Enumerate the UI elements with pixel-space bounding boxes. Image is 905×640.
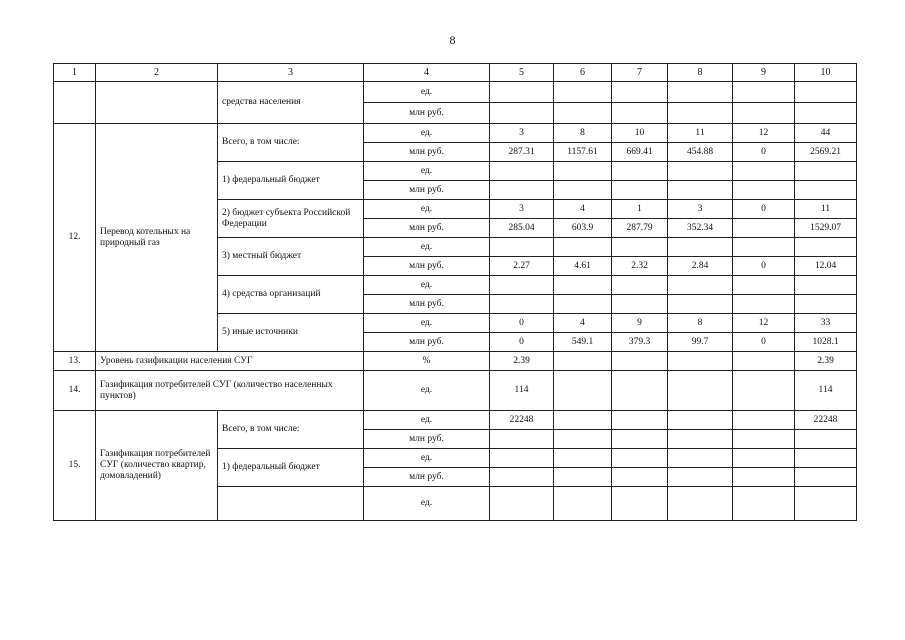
unit-cell: ед. xyxy=(364,371,490,411)
value-cell xyxy=(733,219,795,238)
value-cell: 0 xyxy=(490,333,554,352)
value-cell xyxy=(554,430,612,449)
value-cell xyxy=(554,411,612,430)
value-cell: 33 xyxy=(795,314,857,333)
unit-cell: ед. xyxy=(364,162,490,181)
value-cell xyxy=(612,295,668,314)
value-cell: 99.7 xyxy=(668,333,733,352)
value-cell xyxy=(668,181,733,200)
value-cell: 1028.1 xyxy=(795,333,857,352)
column-header: 1 xyxy=(54,64,96,82)
funding-source-label: 4) средства организаций xyxy=(218,276,364,314)
value-cell xyxy=(490,295,554,314)
column-header: 3 xyxy=(218,64,364,82)
value-cell: 2.32 xyxy=(612,257,668,276)
value-cell: 11 xyxy=(668,124,733,143)
unit-cell: млн руб. xyxy=(364,430,490,449)
value-cell xyxy=(795,162,857,181)
value-cell: 0 xyxy=(733,257,795,276)
value-cell xyxy=(668,352,733,371)
row-15-group xyxy=(54,411,857,521)
row-number: 12. xyxy=(54,124,96,352)
gasification-table xyxy=(53,63,857,521)
value-cell xyxy=(733,238,795,257)
value-cell xyxy=(733,352,795,371)
unit-cell: ед. xyxy=(364,238,490,257)
table-row xyxy=(54,411,857,430)
column-header: 9 xyxy=(733,64,795,82)
value-cell xyxy=(554,162,612,181)
funding-source-label: 2) бюджет субъекта Российской Федерации xyxy=(218,200,364,238)
unit-cell: ед. xyxy=(364,200,490,219)
column-header: 6 xyxy=(554,64,612,82)
value-cell xyxy=(668,430,733,449)
value-cell xyxy=(612,487,668,521)
unit-cell: млн руб. xyxy=(364,181,490,200)
value-cell xyxy=(795,181,857,200)
unit-cell: млн руб. xyxy=(364,468,490,487)
value-cell xyxy=(612,352,668,371)
value-cell: 454.88 xyxy=(668,143,733,162)
value-cell xyxy=(612,411,668,430)
unit-cell: млн руб. xyxy=(364,257,490,276)
value-cell xyxy=(554,449,612,468)
value-cell xyxy=(668,162,733,181)
value-cell xyxy=(733,181,795,200)
table-row xyxy=(54,371,857,411)
funding-source-label: 1) федеральный бюджет xyxy=(218,162,364,200)
table-row xyxy=(54,124,857,143)
funding-source-label: 1) федеральный бюджет xyxy=(218,449,364,487)
value-cell: 12 xyxy=(733,314,795,333)
funding-source-label: средства населения xyxy=(218,82,364,124)
value-cell xyxy=(490,181,554,200)
value-cell: 3 xyxy=(490,200,554,219)
value-cell: 0 xyxy=(733,200,795,219)
value-cell xyxy=(733,411,795,430)
value-cell xyxy=(490,238,554,257)
row-number: 14. xyxy=(54,371,96,411)
value-cell: 12 xyxy=(733,124,795,143)
value-cell: 352.34 xyxy=(668,219,733,238)
value-cell: 4.61 xyxy=(554,257,612,276)
value-cell xyxy=(554,276,612,295)
value-cell xyxy=(612,276,668,295)
value-cell xyxy=(554,352,612,371)
value-cell xyxy=(490,449,554,468)
value-cell: 3 xyxy=(668,200,733,219)
value-cell xyxy=(668,238,733,257)
funding-source-label: 5) иные источники xyxy=(218,314,364,352)
value-cell xyxy=(612,468,668,487)
value-cell xyxy=(733,487,795,521)
unit-cell: млн руб. xyxy=(364,333,490,352)
column-header: 4 xyxy=(364,64,490,82)
value-cell xyxy=(733,295,795,314)
unit-cell: ед. xyxy=(364,411,490,430)
value-cell: 287.79 xyxy=(612,219,668,238)
value-cell xyxy=(554,487,612,521)
value-cell xyxy=(733,371,795,411)
value-cell xyxy=(795,430,857,449)
value-cell xyxy=(554,371,612,411)
value-cell xyxy=(612,430,668,449)
value-cell: 9 xyxy=(612,314,668,333)
header-row xyxy=(54,64,857,82)
value-cell xyxy=(612,181,668,200)
value-cell: 4 xyxy=(554,200,612,219)
value-cell xyxy=(612,371,668,411)
value-cell: 11 xyxy=(795,200,857,219)
value-cell xyxy=(795,487,857,521)
value-cell xyxy=(612,162,668,181)
value-cell xyxy=(668,371,733,411)
value-cell xyxy=(554,468,612,487)
value-cell: 2.27 xyxy=(490,257,554,276)
unit-cell: млн руб. xyxy=(364,295,490,314)
value-cell xyxy=(554,238,612,257)
value-cell xyxy=(554,295,612,314)
value-cell xyxy=(612,449,668,468)
value-cell: 287.31 xyxy=(490,143,554,162)
table-row xyxy=(54,82,857,103)
value-cell xyxy=(554,181,612,200)
value-cell: 22248 xyxy=(795,411,857,430)
value-cell xyxy=(490,487,554,521)
value-cell: 8 xyxy=(554,124,612,143)
column-header: 2 xyxy=(96,64,218,82)
indicator-name: Газификация потребителей СУГ (количество населенных пунктов) xyxy=(96,371,364,411)
value-cell: 1 xyxy=(612,200,668,219)
unit-cell: млн руб. xyxy=(364,143,490,162)
funding-source-label: Всего, в том числе: xyxy=(218,411,364,449)
value-cell xyxy=(668,276,733,295)
unit-cell: ед. xyxy=(364,487,490,521)
value-cell xyxy=(795,276,857,295)
value-cell xyxy=(733,468,795,487)
row-number: 13. xyxy=(54,352,96,371)
value-cell: 0 xyxy=(733,143,795,162)
value-cell xyxy=(795,449,857,468)
value-cell xyxy=(668,295,733,314)
value-cell: 0 xyxy=(490,314,554,333)
value-cell xyxy=(795,238,857,257)
value-cell: 669.41 xyxy=(612,143,668,162)
value-cell xyxy=(733,430,795,449)
unit-cell: % xyxy=(364,352,490,371)
value-cell: 2.84 xyxy=(668,257,733,276)
value-cell xyxy=(490,162,554,181)
value-cell: 4 xyxy=(554,314,612,333)
unit-cell: ед. xyxy=(364,276,490,295)
unit-cell: млн руб. xyxy=(364,219,490,238)
column-header: 7 xyxy=(612,64,668,82)
column-header: 8 xyxy=(668,64,733,82)
value-cell xyxy=(733,162,795,181)
value-cell xyxy=(733,276,795,295)
table-row xyxy=(54,352,857,371)
value-cell xyxy=(668,468,733,487)
value-cell: 12.04 xyxy=(795,257,857,276)
value-cell xyxy=(733,449,795,468)
value-cell: 8 xyxy=(668,314,733,333)
column-header: 10 xyxy=(795,64,857,82)
unit-cell: ед. xyxy=(364,449,490,468)
value-cell: 1529.07 xyxy=(795,219,857,238)
indicator-name: Уровень газификации населения СУГ xyxy=(96,352,364,371)
value-cell xyxy=(795,468,857,487)
unit-cell: ед. xyxy=(364,314,490,333)
value-cell: 1157.61 xyxy=(554,143,612,162)
value-cell: 603.9 xyxy=(554,219,612,238)
value-cell xyxy=(795,295,857,314)
unit-cell: млн руб. xyxy=(364,103,490,124)
value-cell xyxy=(490,468,554,487)
value-cell: 379.3 xyxy=(612,333,668,352)
value-cell xyxy=(668,449,733,468)
value-cell: 2.39 xyxy=(490,352,554,371)
value-cell: 114 xyxy=(795,371,857,411)
row-number: 15. xyxy=(54,411,96,521)
column-header: 5 xyxy=(490,64,554,82)
value-cell xyxy=(490,430,554,449)
indicator-name: Перевод котельных на природный газ xyxy=(96,124,218,352)
funding-source-label xyxy=(218,487,364,521)
unit-cell: ед. xyxy=(364,124,490,143)
value-cell: 114 xyxy=(490,371,554,411)
value-cell xyxy=(668,487,733,521)
value-cell xyxy=(490,276,554,295)
value-cell: 10 xyxy=(612,124,668,143)
value-cell xyxy=(668,411,733,430)
funding-source-label: Всего, в том числе: xyxy=(218,124,364,162)
value-cell: 22248 xyxy=(490,411,554,430)
unit-cell: ед. xyxy=(364,82,490,103)
value-cell: 285.04 xyxy=(490,219,554,238)
row-12-group xyxy=(54,124,857,352)
value-cell: 3 xyxy=(490,124,554,143)
value-cell xyxy=(612,238,668,257)
indicator-name: Газификация потребителей СУГ (количество квартир, домовладений) xyxy=(96,411,218,521)
funding-source-label: 3) местный бюджет xyxy=(218,238,364,276)
value-cell: 2569.21 xyxy=(795,143,857,162)
value-cell: 2.39 xyxy=(795,352,857,371)
value-cell: 44 xyxy=(795,124,857,143)
value-cell: 549.1 xyxy=(554,333,612,352)
page-number: 8 xyxy=(449,33,456,47)
value-cell: 0 xyxy=(733,333,795,352)
